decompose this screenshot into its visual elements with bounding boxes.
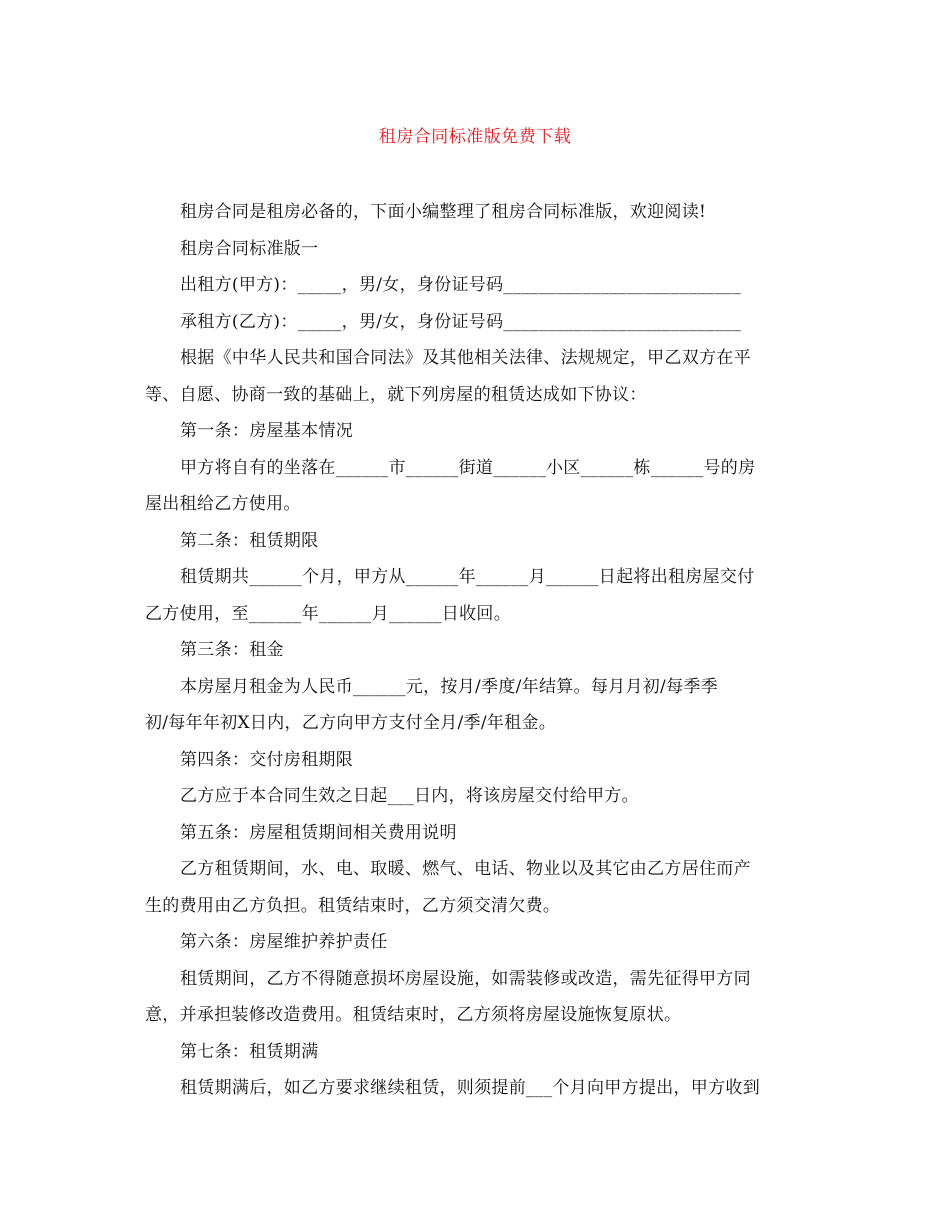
document-text-line: 屋出租给乙方使用。	[145, 494, 301, 514]
document-text-line: 初/每年年初X日内，乙方向甲方支付全月/季/年租金。	[145, 713, 557, 733]
document-text-line: 根据《中华人民共和国合同法》及其他相关法律、法规规定，甲乙双方在平	[180, 348, 751, 368]
document-text-line: 第五条：房屋租赁期间相关费用说明	[180, 822, 457, 843]
document-text-line: 租赁期间，乙方不得随意损坏房屋设施，如需装修或改造，需先征得甲方同	[180, 968, 751, 989]
document-text-line: 出租方(甲方)：_____，男/女，身份证号码___________________________	[180, 275, 741, 295]
document-text-line: 租房合同是租房必备的，下面小编整理了租房合同标准版，欢迎阅读!	[180, 202, 707, 222]
document-title: 租房合同标准版免费下载	[378, 127, 572, 147]
document-text-line: 乙方租赁期间，水、电、取暖、燃气、电话、物业以及其它由乙方居住而产	[180, 859, 751, 879]
document-text-line: 第七条：租赁期满	[180, 1041, 319, 1062]
document-text-line: 第六条：房屋维护养护责任	[180, 932, 388, 952]
document-text-line: 第二条：租赁期限	[180, 530, 319, 551]
document-text-line: 租房合同标准版一	[180, 238, 319, 259]
document-text-line: 乙方使用，至______年______月______日收回。	[145, 603, 511, 624]
document-text-line: 第四条：交付房租期限	[180, 749, 353, 770]
document-text-line: 甲方将自有的坐落在______市______街道______小区______栋______号的房	[180, 457, 756, 478]
document-text-line: 第三条：租金	[180, 640, 284, 660]
document-text-line: 乙方应于本合同生效之日起___日内，将该房屋交付给甲方。	[180, 786, 639, 806]
document-text-line: 等、自愿、协商一致的基础上，就下列房屋的租赁达成如下协议：	[145, 384, 647, 405]
document-text-line: 生的费用由乙方负担。租赁结束时，乙方须交清欠费。	[145, 895, 561, 916]
document-text-line: 承租方(乙方)：_____，男/女，身份证号码___________________________	[180, 311, 741, 332]
document-text-line: 意，并承担装修改造费用。租赁结束时，乙方须将房屋设施恢复原状。	[145, 1005, 682, 1025]
document-body	[145, 194, 815, 1107]
document-text-line: 租赁期共______个月，甲方从______年______月______日起将出租房屋交付	[180, 567, 755, 587]
document-text-line: 租赁期满后，如乙方要求继续租赁，则须提前___个月向甲方提出，甲方收到	[180, 1078, 760, 1098]
document-text-line: 第一条：房屋基本情况	[180, 421, 353, 441]
document-text-line: 本房屋月租金为人民币______元，按月/季度/年结算。每月月初/每季季	[180, 676, 718, 697]
